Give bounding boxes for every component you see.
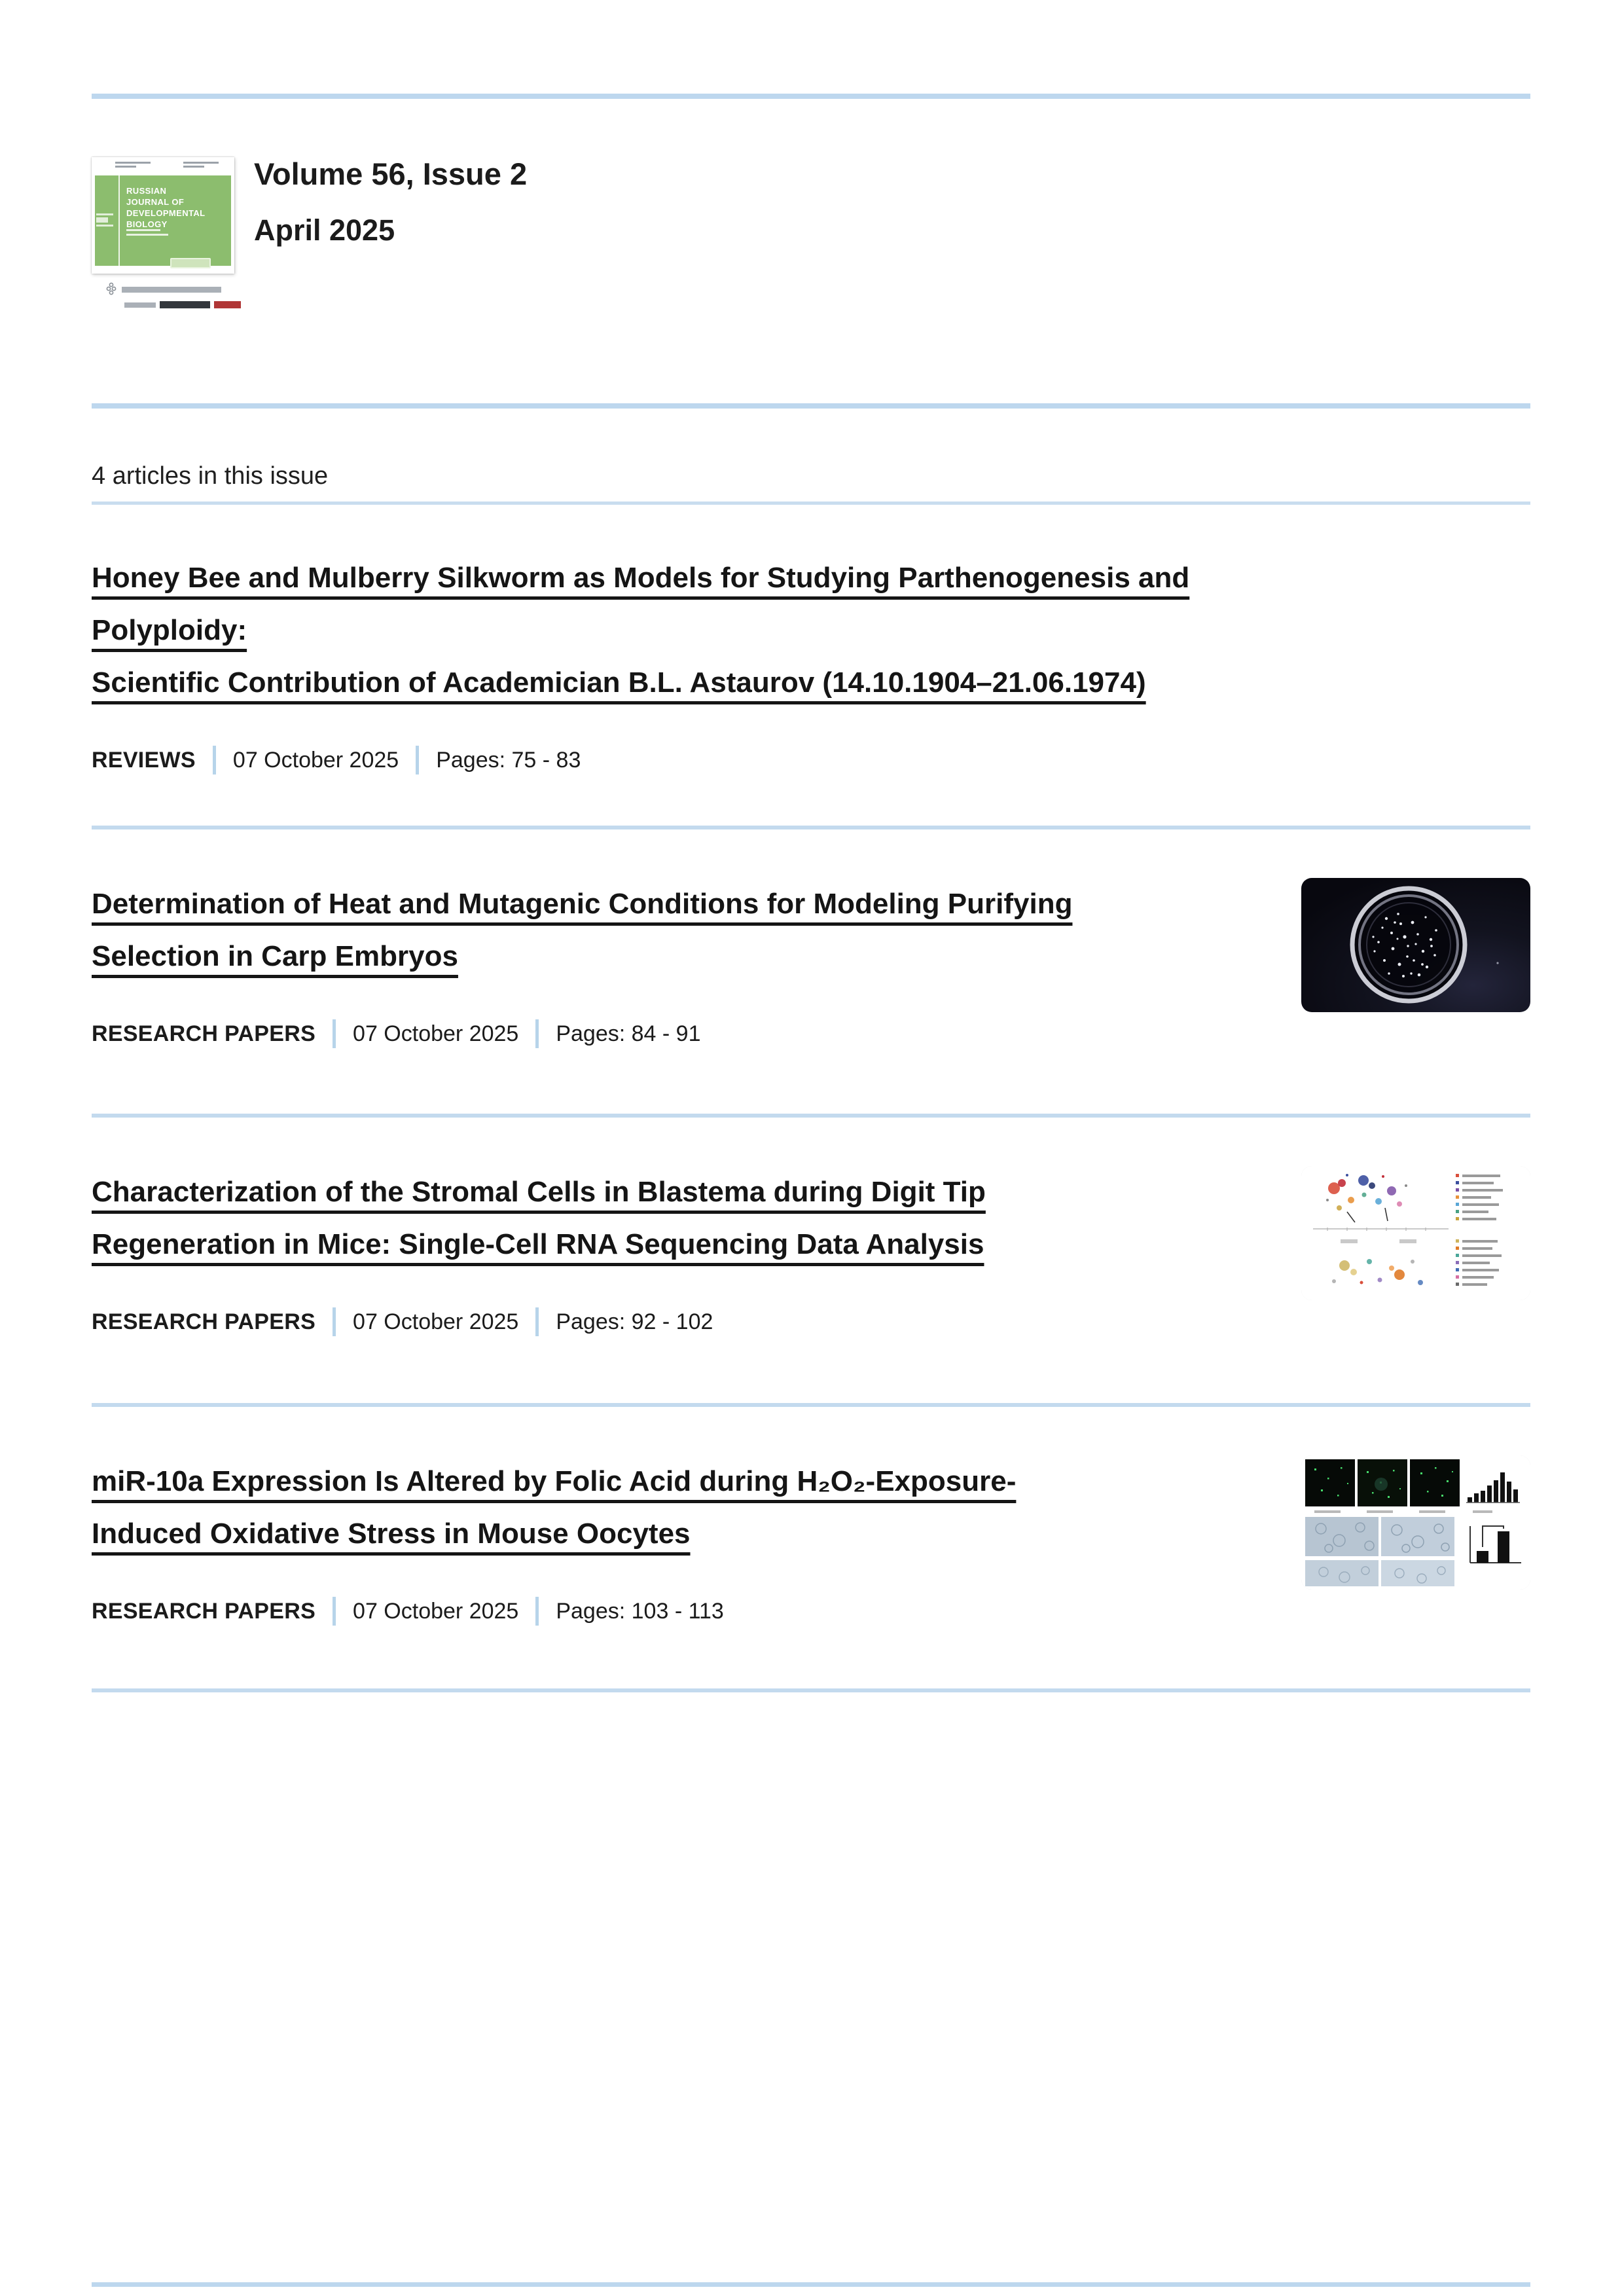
cover-journal-title: RUSSIAN JOURNAL OF DEVELOPMENTAL BIOLOGY [126,186,206,229]
oocyte-microscopy-panels-thumbnail[interactable] [1301,1455,1530,1590]
article-entry [92,1166,1530,1338]
footer-divider [92,2282,1530,2287]
cover-rule-line [118,175,120,266]
distributor-dark-bar [160,301,209,308]
issue-date: April 2025 [254,213,395,247]
article-pages: Pages: 92 - 102 [556,1309,713,1334]
article-divider [92,1688,1530,1692]
article-pages: Pages: 75 - 83 [436,748,581,773]
meta-separator [535,1019,539,1048]
article-entry [92,1455,1530,1627]
cover-editor-lines [126,229,168,238]
article-category: REVIEWS [92,748,196,773]
article-title-link[interactable]: Characterization of the Stromal Cells in Blastema during Digit Tip Regeneration in Mice: Single-Cell RNA Sequencing Data Analysis [92,1176,986,1260]
petri-dish-photo-thumbnail[interactable] [1301,878,1530,1012]
journal-cover[interactable] [92,157,234,274]
article-category: RESEARCH PAPERS [92,1309,316,1334]
issue-heading-block [254,157,527,245]
meta-separator [333,1307,336,1336]
article-pages: Pages: 103 - 113 [556,1599,724,1624]
article-meta [92,744,1530,776]
article-date: 07 October 2025 [353,1021,519,1046]
cover-anniversary-badge [96,213,113,228]
article-title-link[interactable]: Honey Bee and Mulberry Silkworm as Models for Studying Parthenogenesis and Polyploidy: Scientific Contribution of Academician B.L. Astaurov (14.10.1904–21.06.1974) [92,562,1190,699]
meta-separator [213,746,216,774]
cover-green-panel [95,175,231,266]
article-entry [92,505,1530,776]
article-category: RESEARCH PAPERS [92,1021,316,1046]
article-meta [92,1306,1257,1338]
article-meta [92,1595,1257,1627]
article-divider [92,1403,1530,1407]
article-main [92,1166,1257,1338]
article-title-link[interactable]: Determination of Heat and Mutagenic Conditions for Modeling Purifying Selection in Carp Embryos [92,888,1073,972]
article-divider [92,1114,1530,1118]
article-entry [92,878,1530,1049]
article-date: 07 October 2025 [353,1599,519,1624]
issue-title: Volume 56, Issue 2 [254,156,528,191]
meta-separator [333,1597,336,1626]
article-title-link[interactable]: miR-10a Expression Is Altered by Folic Acid during H₂O₂-Exposure- Induced Oxidative Stress in Mouse Oocytes [92,1465,1017,1550]
meta-separator [535,1597,539,1626]
meta-separator [333,1019,336,1048]
article-divider [92,826,1530,829]
journal-cover-column [92,157,241,308]
meta-separator [535,1307,539,1336]
article-pages: Pages: 84 - 91 [556,1021,701,1046]
issue-header [92,157,1530,308]
distributor-red-bar [214,301,242,308]
article-count-label: 4 articles in this issue [92,462,329,490]
article-main [92,878,1257,1049]
header-divider [92,403,1530,409]
article-main [92,1455,1257,1627]
article-date: 07 October 2025 [353,1309,519,1334]
article-main [92,505,1530,776]
article-date: 07 October 2025 [232,748,399,773]
meta-separator [416,746,419,774]
pleiades-logo-icon [106,282,117,297]
cover-microtext [92,157,234,174]
distributor-row [124,301,241,308]
article-meta [92,1018,1257,1049]
cover-pill [170,258,211,268]
publisher-logo-row [106,282,241,297]
publisher-name-bar [122,287,221,293]
distributed-by-bar [124,302,156,308]
single-cell-scatter-figure-thumbnail[interactable] [1301,1166,1530,1300]
top-divider [92,94,1530,99]
article-category: RESEARCH PAPERS [92,1599,316,1624]
